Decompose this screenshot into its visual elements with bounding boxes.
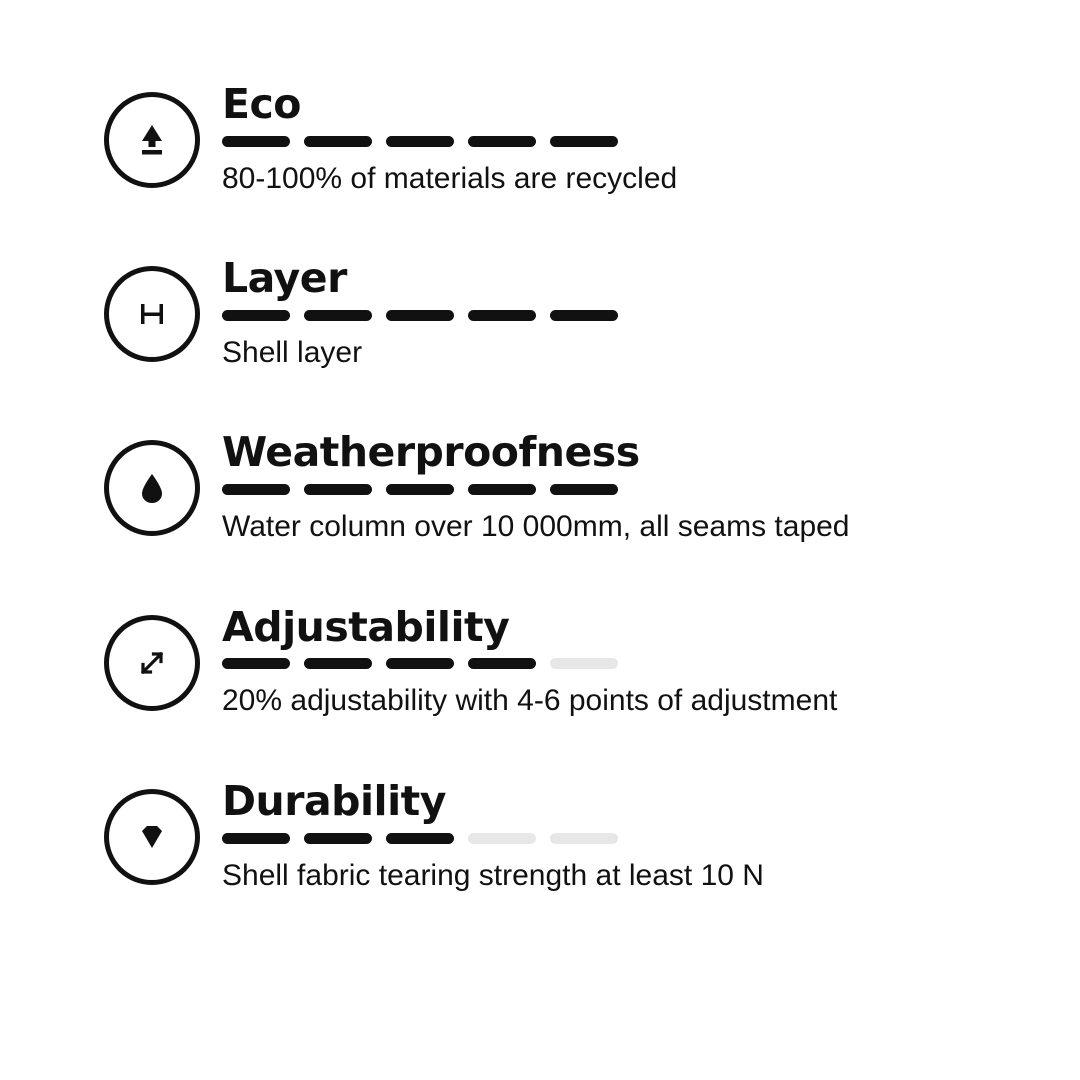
feature-rating-eco — [222, 136, 1020, 147]
rating-pip — [386, 658, 454, 669]
diamond-icon — [104, 789, 200, 885]
feature-title: Eco — [222, 80, 301, 128]
rating-pip — [386, 833, 454, 844]
feature-rating-adjustability — [222, 658, 1020, 669]
feature-list — [104, 80, 1020, 893]
feature-rating-layer — [222, 310, 1020, 321]
rating-pip-empty — [550, 658, 618, 669]
feature-description: Shell layer — [222, 336, 363, 370]
feature-description: Water column over 10 000mm, all seams taped — [222, 510, 850, 544]
rating-pip — [304, 833, 372, 844]
rating-pip — [222, 136, 290, 147]
layer-icon — [104, 266, 200, 362]
water-drop-icon — [104, 440, 200, 536]
feature-row-adjustability — [104, 602, 1020, 719]
rating-pip — [550, 484, 618, 495]
rating-pip — [550, 310, 618, 321]
rating-pip — [222, 484, 290, 495]
rating-pip-empty — [550, 833, 618, 844]
rating-pip — [222, 310, 290, 321]
rating-pip — [386, 484, 454, 495]
rating-pip — [386, 136, 454, 147]
rating-pip — [468, 658, 536, 669]
rating-pip — [304, 310, 372, 321]
rating-pip — [468, 136, 536, 147]
feature-content — [222, 254, 1020, 370]
feature-row-durability — [104, 776, 1020, 893]
feature-description: 80-100% of materials are recycled — [222, 161, 678, 195]
rating-pip — [550, 136, 618, 147]
feature-description: Shell fabric tearing strength at least 10 N — [222, 858, 764, 892]
feature-title: Layer — [222, 254, 347, 303]
feature-row-eco — [104, 80, 1020, 196]
rating-pip — [304, 658, 372, 669]
rating-pip — [468, 310, 536, 321]
tree-icon — [104, 92, 200, 188]
feature-rating-durability — [222, 833, 1020, 844]
feature-rating-weatherproofness — [222, 484, 1020, 495]
rating-pip — [468, 484, 536, 495]
rating-pip — [304, 484, 372, 495]
feature-title: Weatherproofness — [222, 428, 640, 477]
feature-title: Durability — [222, 776, 446, 825]
feature-row-weatherproofness — [104, 428, 1020, 544]
feature-row-layer — [104, 254, 1020, 370]
feature-content — [222, 602, 1020, 719]
feature-content — [222, 80, 1020, 196]
feature-description: 20% adjustability with 4-6 points of adjustment — [222, 684, 838, 718]
rating-pip — [222, 658, 290, 669]
feature-content — [222, 776, 1020, 893]
resize-arrows-icon — [104, 615, 200, 711]
rating-pip-empty — [468, 833, 536, 844]
rating-pip — [222, 833, 290, 844]
feature-content — [222, 428, 1020, 544]
feature-title: Adjustability — [222, 602, 510, 651]
rating-pip — [304, 136, 372, 147]
rating-pip — [386, 310, 454, 321]
